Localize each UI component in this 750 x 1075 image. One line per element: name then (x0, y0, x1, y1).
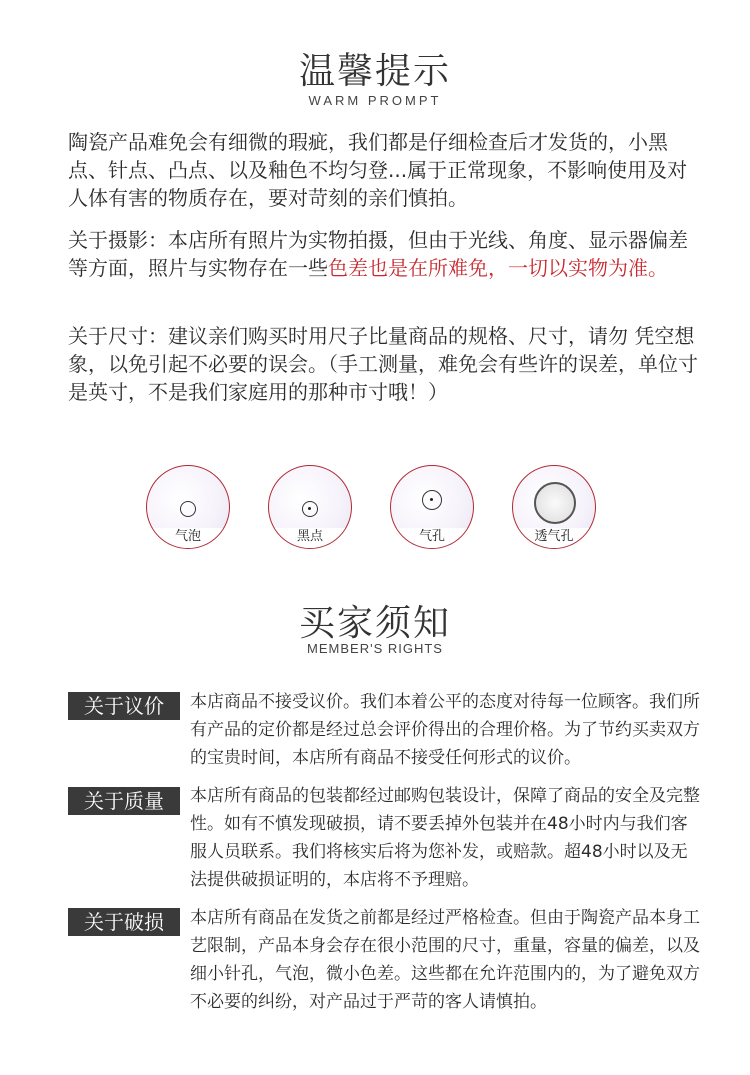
pore-mark (430, 498, 433, 501)
photography-text: 关于摄影：本店所有照片为实物拍摄，但由于光线、角度、显示器偏差等方面，照片与实物存在一些 (68, 228, 688, 280)
member-rights-subtitle: MEMBER'S RIGHTS (307, 641, 443, 656)
vent-hole-mark (534, 482, 576, 524)
pore-icon (390, 465, 474, 549)
size-paragraph: 关于尺寸：建议亲们购买时用尺子比量商品的规格、尺寸，请勿 凭空想象，以免引起不必要的误会。（手工测量，难免会有些许的误差，单位寸是英寸，不是我们家庭用的那种市寸哦！） (68, 324, 698, 404)
defect-label-pore: 气孔 (391, 528, 473, 548)
black-dot-icon (268, 465, 352, 549)
tag-quality: 关于质量 (68, 787, 180, 815)
defect-label-vent-hole: 透气孔 (513, 528, 595, 548)
defect-label-bubble: 气泡 (147, 528, 229, 548)
bubble-icon (146, 465, 230, 549)
tag-bargaining: 关于议价 (68, 692, 180, 720)
photography-paragraph (68, 226, 698, 282)
black-dot-mark (308, 507, 311, 510)
quality-text: 本店所有商品的包装都经过邮购包装设计，保障了商品的安全及完整性。如有不慎发现破损，请不要丢掉外包装并在48小时内与我们客服人员联系。我们将核实后将为您补发，或赔款。超48小时以及无法提供破损证明的，本店将不予理赔。 (190, 786, 700, 890)
tag-damage: 关于破损 (68, 908, 180, 936)
damage-text: 本店所有商品在发货之前都是经过严格检查。但由于陶瓷产品本身工艺限制，产品本身会存在很小范围的尺寸，重量，容量的偏差，以及细小针孔，气泡，微小色差。这些都在允许范围内的，为了避免双方不必要的纠纷，对产品过于严苛的客人请慎拍。 (190, 908, 700, 1012)
defect-label-black-dot: 黑点 (269, 528, 351, 548)
warm-prompt-title: 温馨提示 (298, 51, 451, 92)
member-rights-title: 买家须知 (298, 603, 451, 644)
defect-examples (0, 465, 750, 550)
bargaining-text: 本店商品不接受议价。我们本着公平的态度对待每一位顾客。我们所有产品的定价都是经过总会评价得出的合理价格。为了节约买卖双方的宝贵时间，本店所有商品不接受任何形式的议价。 (190, 692, 700, 768)
defect-notice-paragraph: 陶瓷产品难免会有细微的瑕疵，我们都是仔细检查后才发货的，小黑点、针点、凸点、以及釉色不均匀登...属于正常现象，不影响使用及对人体有害的物质存在，要对苛刻的亲们慎拍。 (68, 130, 688, 210)
color-difference-highlight: 色差也是在所难免，一切以实物为准。 (328, 256, 668, 280)
warm-prompt-subtitle: WARM PROMPT (308, 93, 442, 108)
bubble-mark (180, 501, 196, 517)
vent-hole-icon (512, 465, 596, 549)
